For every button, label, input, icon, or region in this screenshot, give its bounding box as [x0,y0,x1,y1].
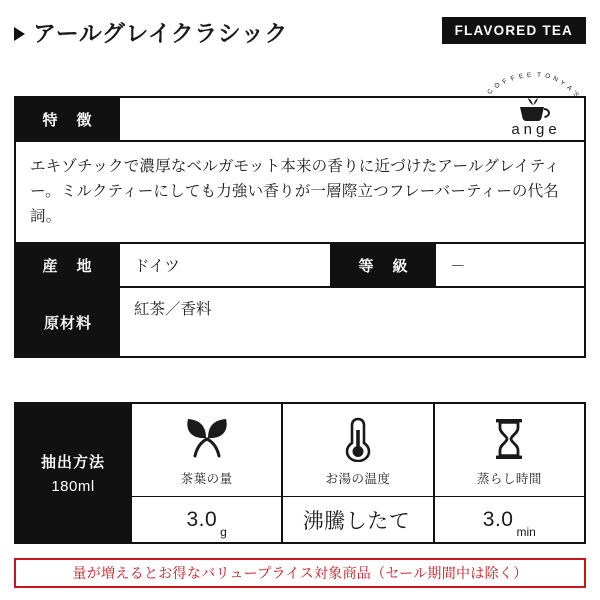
feature-label: 特 徴 [16,98,120,140]
brew-column-time [433,404,584,542]
feature-header-row [16,98,584,140]
material-row [16,286,584,356]
header [14,0,586,66]
hourglass-icon [492,416,526,462]
tea-leaves-icon [180,416,234,462]
origin-value: ドイツ [120,244,332,286]
brew-leaves-head [132,404,281,496]
material-label: 原材料 [16,288,120,356]
category-badge: FLAVORED TEA [442,17,586,44]
brew-method-label: 抽出方法 [40,454,105,471]
brew-time-unit: min [516,525,536,539]
feature-text: エキゾチックで濃厚なベルガモット本来の香りに近づけたアールグレイティー。ミルクティーにしても力強い香りが一層際立つフレーバーティーの代名詞。 [16,140,584,242]
brew-volume: 180ml [51,478,95,495]
brew-column-temperature [281,404,432,542]
origin-grade-row [16,242,584,286]
title-group [14,19,288,46]
brew-leaves-label: 茶葉の量 [180,472,233,486]
grade-label: 等 級 [332,244,436,286]
brew-time-label: 蒸らし時間 [476,472,542,486]
value-price-notice: 量が増えるとお得なバリュープライス対象商品（セール期間中は除く） [14,558,586,588]
brew-time-value-cell [435,496,584,542]
brew-temp-head [283,404,432,496]
page-title: アールグレイクラシック [33,19,288,46]
triangle-right-icon [14,27,25,41]
brew-column-leaves [130,404,281,542]
brew-time-value: 3.0 [482,507,514,531]
brew-leaves-unit: g [220,525,227,539]
material-value: 紅茶／香料 [134,301,212,319]
brew-method-cell [16,404,130,542]
grade-value: － [450,258,466,276]
brand-arc-text: C O F F E E T O N Y A 'S [486,71,581,100]
spec-table [14,96,586,358]
brew-temp-value-cell [283,496,432,542]
brew-leaves-value: 3.0 [186,507,218,531]
brew-leaves-value-cell [132,496,281,542]
brew-temp-value: 沸騰したて [302,509,411,533]
brew-time-head [435,404,584,496]
thermometer-icon [343,416,373,462]
brand-name: ange [511,121,561,138]
brew-temp-label: お湯の温度 [325,472,391,486]
origin-label: 産 地 [16,244,120,286]
brew-table [14,402,586,544]
